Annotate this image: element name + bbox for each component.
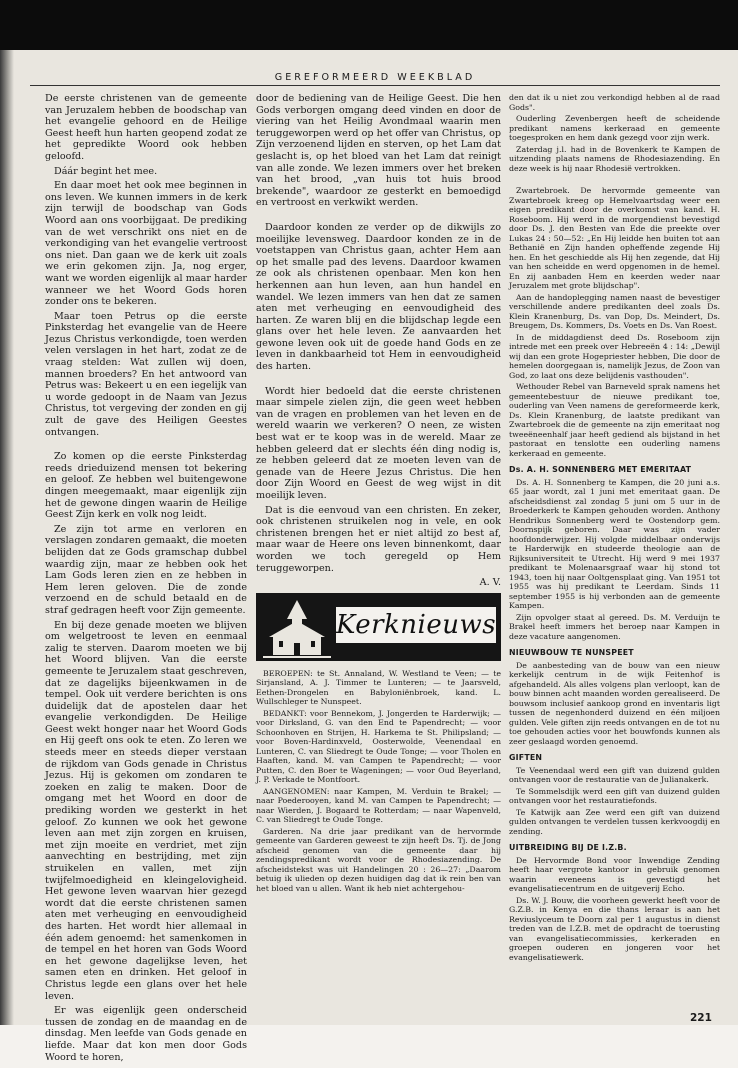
author-initials: A. V.	[479, 577, 501, 589]
news-item: BEROEPEN: te St. Annaland, W. Westland te Veen; — te Sirjansland, A. J. Timmer te Lunteren; — te Jaarsveld, Eethen-Drongelen en Babyloniënbroek, kand. L. Wullschleger te Nunspeet.	[256, 668, 501, 707]
paragraph: Dáár begint het mee.	[54, 165, 158, 177]
paragraph: Zijn opvolger staat al gereed. Ds. M. Verduijn te Brakel heeft immers het beroep naar Kampen in deze vacature aangenomen.	[509, 612, 720, 641]
paragraph: De Hervormde Bond voor Inwendige Zending heeft haar vergrote kantoor in gebruik genomen waarin eveneens is gevestigd het evangelisatiecentrum en de uitgeverij Echo.	[509, 855, 720, 893]
page-gutter-shadow	[0, 50, 14, 1025]
paragraph: En daar moet het ook mee beginnen in ons leven. We kunnen immers in de kerk zijn terwijl de boodschap van Gods Woord aan ons voorbijgaat. De prediking van de wet verschrikt ons niet en de verkondiging van het evangelie vertroost ons niet. Dan gaan we de kerk uit zoals we erin gekomen zijn. Ja, nog erger, want we worden eigenlijk al maar harder wanneer we het Woord Gods horen zonder ons te bekeren.	[45, 180, 247, 308]
column-3	[509, 93, 720, 1013]
kerknieuws-items	[256, 669, 501, 894]
paragraph: De eerste christenen van de gemeente van Jeruzalem hebben de boodschap van het evangelie gehoord en de Heilige Geest heeft hun harten geopend zodat ze het gepredikte Woord ook hebben geloofd.	[45, 93, 247, 162]
column-2	[256, 93, 501, 1013]
paragraph: Maar toen Petrus op die eerste Pinksterdag het evangelie van de Heere Jezus Christus verkondigde, toen werden velen verslagen in het hart, zodat ze de vraag stelden: Wat zullen wij doen, mannen broeders? En het antwoord van Petrus was: Bekeert u en een iegelijk van u worde gedoopt in de Naam van Jezus Christus, tot vergeving der zonden en gij zult de gave des Heiligen Geestes ontvangen.	[45, 310, 247, 438]
section-heading: Ds. A. H. SONNENBERG MET EMERITAAT	[509, 465, 692, 474]
paragraph: door de bediening van de Heilige Geest. Die hen Gods verborgen omgang deed vinden en door de viering van het Heilig Avondmaal waarin men teruggeworpen werd op het offer van Christus, op Zijn verzoenend lijden en sterven, op het Lam dat geslacht is, op het bloed van het Lam dat reinigt van alle zonde. We lezen immers over het breken van het brood, „van huis tot huis brood brekende", waardoor ze gesterkt en bemoedigd en vertroost en verkwikt werden.	[256, 93, 501, 209]
paragraph: Dat is die eenvoud van een christen. En zeker, ook christenen struikelen nog in vele, en ook christenen brengen het er niet altijd zo best af, maar waar de Heere ons leven binnenkomt, daar worden we toch geregeld op Hem teruggeworpen.	[256, 504, 501, 574]
kerknieuws-title: Kerknieuws	[336, 607, 496, 643]
paragraph: Wethouder Rebel van Barneveld sprak namens het gemeentebestuur de nieuwe predikant toe, ouderling van Veen namens de gereformeerde kerk, Ds. Klein Kranenburg, de laatste predikant van Zwartebroek die de gemeente na zijn emeritaat nog tweeëneenhalf jaar heeft gediend als bijstand in het pastoraat en tenslotte een ouderling namens kerkeraad en gemeente.	[509, 382, 720, 458]
paragraph: Ouderling Zevenbergen heeft de scheidende predikant namens kerkeraad en gemeente toegesproken en hem dank gezegd voor zijn werk.	[509, 114, 720, 142]
paragraph: De aanbesteding van de bouw van een nieuw kerkelijk centrum in de wijk Feitenhof is afgehandeld. Als alles volgens plan verloopt, kan de bouw binnen acht maanden worden gerealiseerd. De bouwsom inclusief aankoop grond en inventaris ligt tussen de negenhonderd duizend en één miljoen gulden. Vele giften zijn reeds ontvangen en de tot nu toe gehouden acties voor het bouwfonds kunnen als zeer geslaagd worden genoemd.	[509, 660, 720, 746]
church-icon	[261, 597, 333, 659]
paragraph: In de middagdienst deed Ds. Roseboom zijn intrede met een preek over Hebreeën 4 : 14: „Dewijl wij dan een grote Hogepriester hebben, Die door de hemelen doorgegaan is, namelijk Jezus, de Zoon van God, zo laat ons deze belijdenis vasthouden".	[509, 332, 720, 380]
paragraph: Ds. W. J. Bouw, die voorheen gewerkt heeft voor de G.Z.B. in Kenya en die thans leraar is aan het Reviuslyceum te Doorn zal per 1 augustus in dienst treden van de I.Z.B. met de opdracht de toerusting van evangelisatiecommissies, kerkeraden en groepen ouderen en jongeren voor het evangelisatiewerk.	[509, 895, 720, 962]
paragraph: Ze zijn tot arme en verloren en verslagen zondaren gemaakt, die moeten belijden dat ze Gods gramschap dubbel waardig zijn, maar ze hebben ook het Lam Gods leren zien en ze hebben in Hem leren geloven. Die de zonde verzoend en de schuld betaald en de straf gedragen heeft voor Zijn gemeente.	[45, 523, 247, 616]
kerknieuws-banner	[256, 593, 501, 661]
paragraph: Te Sommelsdijk werd een gift van duizend gulden ontvangen voor het restauratiefonds.	[509, 786, 720, 805]
paragraph: En bij deze genade moeten we blijven om welgetroost te leven en eenmaal zalig te sterven. Daarom moeten we bij het Woord blijven. Van die eerste gemeente te Jeruzalem staat geschreven, dat ze dagelijks bijeenkwamen in de tempel. Ook uit verdere berichten is ons duidelijk dat de apostelen daar het evangelie verkondigden. De Heilige Geest wekt honger naar het Woord Gods en Hij geeft ons ook te eten. Zo leren we steeds meer en steeds dieper verstaan de rijkdom van Gods genade in Christus Jezus. Hij is gekomen om zondaren te zoeken en zalig te maken. Door de omgang met het Woord en door de prediking worden we gesterkt in het geloof. Zo kunnen we ook het gewone leven aan met zijn zorgen en kruisen, met zijn moeite en verdriet, met zijn aanvechting en bestrijding, met zijn struikelen en vallen, met zijn twijfelmoedigheid en kleingelovigheid. Het gewone leven waarvan hier gezegd wordt dat die eerste christenen samen aten met verheuging en eenvoudigheid des harten. Het wordt hier allemaal in één adem genoemd: het samenkomen in de tempel en het horen van Gods Woord en het gewone dagelijkse leven, het samen eten en drinken. Het geloof in Christus legde een glans over het hele leven.	[45, 619, 247, 1002]
running-header: GEREFORMEERD WEEKBLAD	[274, 72, 476, 83]
column-1	[45, 93, 247, 1063]
news-item: BEDANKT: voor Bennekom, J. Jongerden te Harderwijk; — voor Dirksland, G. van den End te Papendrecht; — voor Schoonhoven en Strijen, H. Harkema te St. Philipsland; — voor Boven-Hardinxveld, Oosterwolde, Veenendaal en Lunteren, C. van Sliedregt te Oude Tonge; — voor Tholen en Haaften, kand. M. van Campen te Papendrecht; — voor Putten, C. den Boer te Wageningen; — voor Oud Beyerland, J. P. Verkade te Montfoort.	[256, 708, 501, 785]
byline	[256, 577, 501, 589]
header-rule	[30, 85, 720, 86]
section-heading: UITBREIDING BIJ DE I.Z.B.	[509, 843, 627, 852]
paragraph: Te Veenendaal werd een gift van duizend gulden ontvangen voor de restauratie van de Julianakerk.	[509, 765, 720, 784]
news-item: AANGENOMEN: naar Kampen, M. Verduin te Brakel; — naar Poederooyen, kand M. van Campen te Papendrecht; — naar Wierden, J. Bogaard te Rotterdam; — naar Wapenveld, C. van Sliedregt te Oude Tonge.	[256, 786, 501, 825]
paragraph: den dat ik u niet zou verkondigd hebben al de raad Gods".	[509, 93, 720, 112]
paragraph: Zo komen op die eerste Pinksterdag reeds drieduizend mensen tot bekering en geloof. Ze hebben wel buitengewone dingen meegemaakt, maar eigenlijk zijn het de gewone dingen waarin de Heilige Geest Zijn kerk en volk nog leidt.	[45, 451, 247, 521]
paragraph: Daardoor konden ze verder op de dikwijls zo moeilijke levensweg. Daardoor konden ze in de voetstappen van Christus gaan, achter Hem aan op het smalle pad des levens. Daardoor kwamen ze ook als christenen openbaar. Men kon hen herkennen aan hun leven, aan hun handel en wandel. We lezen immers van hen dat ze samen aten met verheuging en eenvoudigheid des harten. Ze waren blij en die blijdschap legde een glans over het hele leven. Ze aanvaarden het gewone leven ook uit de goede hand Gods en ze leven in dankbaarheid tot Hem in eenvoudigheid des harten.	[256, 221, 501, 373]
section-heading: NIEUWBOUW TE NUNSPEET	[509, 648, 634, 657]
paragraph: Te Katwijk aan Zee werd een gift van duizend gulden ontvangen te verdelen tussen kerkvoogdij en zending.	[509, 807, 720, 836]
news-item: Garderen. Na drie jaar predikant van de hervormde gemeente van Garderen geweest te zijn heeft Ds. Tj. de Jong afscheid genomen van die gemeente daar hij zendingspredikant wordt voor de Rhodesiazending. De afscheidstekst was uit Handelingen 20 : 26—27: „Daarom betuig ik ulieden op dezen huidigen dag dat ik rein ben van het bloed van u allen. Want ik heb niet achtergehou-	[256, 826, 501, 893]
paragraph: Ds. A. H. Sonnenberg te Kampen, die 20 juni a.s. 65 jaar wordt, zal 1 juni met emeritaat gaan. De afscheidsdienst zal zondag 5 juni om 5 uur in de Broederkerk te Kampen gehouden worden. Anthony Hendrikus Sonnenberg werd te Oostendorp gem. Doornspijk geboren. Daar was zijn vader hoofdonderwijzer. Hij volgde middelbaar onderwijs te Harderwijk en studeerde theologie aan de Rijksuniversiteit te Utrecht. Hij werd 9 mei 1937 predikant te Molenaarsgraaf waar hij stond tot 1943, toen hij naar Ooltgensplaat ging. Van 1951 tot 1955 was hij predikant te Leerdam. Sinds 11 september 1955 is hij verbonden aan de gemeente Kampen.	[509, 477, 720, 610]
paragraph: Wordt hier bedoeld dat die eerste christenen maar simpele zielen zijn, die geen weet hebben van de vragen en problemen van het leven en de wereld waarin we verkeren? O neen, ze wisten best wat er te koop was in de wereld. Maar ze hebben geleerd dat er slechts één ding nodig is, ze hebben geleerd dat ze moeten leven van de genade van de Heere Jezus Christus. Die hen door Zijn Woord en Geest de weg wijst in dit moeilijk leven.	[256, 385, 501, 501]
page-number: 221	[690, 1012, 712, 1024]
paragraph: Zwartebroek. De hervormde gemeente van Zwartebroek kreeg op Hemelvaartsdag weer een eigen predikant door de overkomst van kand. H. Roseboom. Hij werd in de morgendienst bevestigd door Ds. J. den Besten van Ede die preekte over Lukas 24 : 50—52: „En Hij leidde hen buiten tot aan Bethanië en Zijn handen opheffende zegende Hij hen. En het geschiedde als Hij hen zegende, dat Hij van hen scheidde en werd opgenomen in de hemel. En zij aanbaden Hem en keerden weder naar Jeruzalem met grote blijdschap".	[509, 186, 720, 290]
paragraph: Zaterdag j.l. had in de Bovenkerk te Kampen de uitzending plaats namens de Rhodesiazending. En deze week is hij naar Rhodesië vertrokken.	[509, 144, 720, 173]
scan-top-border	[0, 0, 738, 50]
paragraph: Er was eigenlijk geen onderscheid tussen de zondag en de maandag en de dinsdag. Men leefde van Gods genade en liefde. Maar dat kon men door Gods Woord te horen,	[45, 1005, 247, 1063]
section-heading: GIFTEN	[509, 753, 543, 762]
paragraph: Aan de handoplegging namen naast de bevestiger verschillende andere predikanten deel zoals Ds. Klein Kranenburg, Ds. van Dop, Ds. Meindert, Ds. Breugem, Ds. Kommers, Ds. Voets en Ds. Van Roest.	[509, 292, 720, 330]
